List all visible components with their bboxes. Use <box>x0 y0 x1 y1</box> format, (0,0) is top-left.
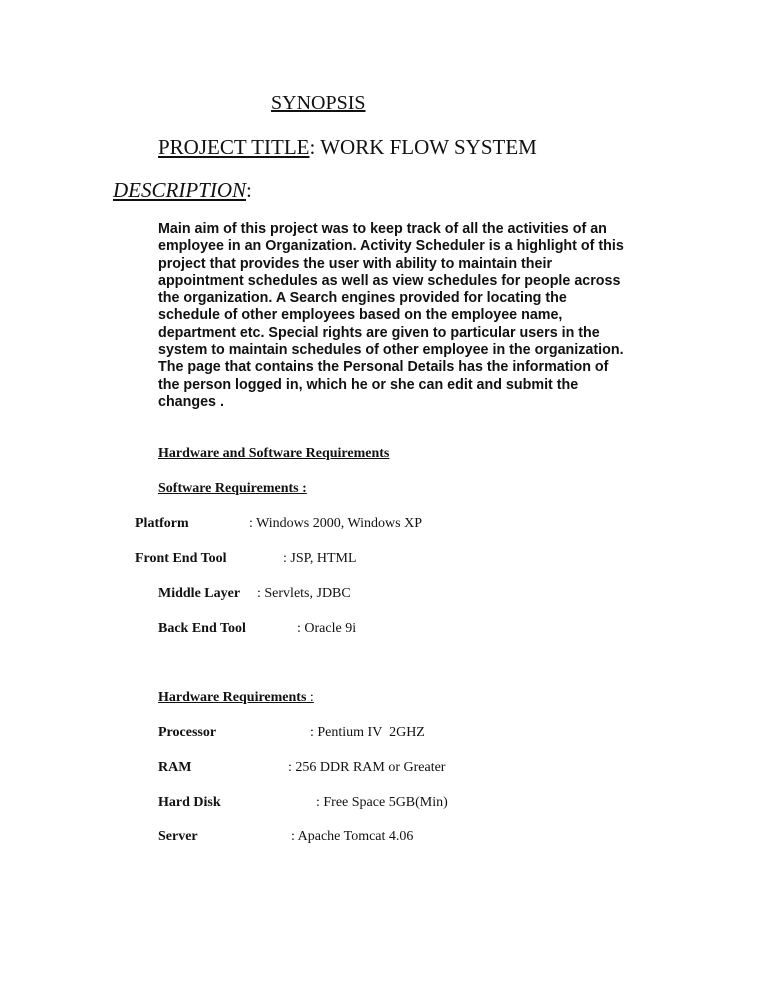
description-line: schedule of other employees based on the employee name, <box>158 307 563 324</box>
hardware-heading-label: Hardware Requirements <box>158 690 307 705</box>
description-colon: : <box>246 178 252 202</box>
description-line: changes . <box>158 393 224 410</box>
row-value: : Oracle 9i <box>297 621 357 636</box>
project-title-separator: : <box>309 135 321 159</box>
row-value: : Servlets, JDBC <box>257 586 351 601</box>
row-value: : Pentium IV 2GHZ <box>310 725 425 740</box>
row-value: : Windows 2000, Windows XP <box>249 516 422 531</box>
hardware-requirements-heading <box>158 690 314 706</box>
synopsis-heading: SYNOPSIS <box>271 92 366 114</box>
row-label: Front End Tool <box>135 551 227 566</box>
requirements-heading: Hardware and Software Requirements <box>158 446 390 461</box>
row-label: Middle Layer <box>158 586 241 601</box>
project-title <box>158 135 537 160</box>
project-title-label: PROJECT TITLE <box>158 135 310 159</box>
row-label: Back End Tool <box>158 621 246 636</box>
description-line: department etc. Special rights are given to particular users in the <box>158 324 600 341</box>
description-line: the person logged in, which he or she can edit and submit the <box>158 376 579 393</box>
description-heading <box>113 178 252 203</box>
description-line: project that provides the user with ability to maintain their <box>158 255 553 272</box>
description-line: appointment schedules as well as view schedules for people across <box>158 272 621 289</box>
software-requirements-heading: Software Requirements : <box>158 481 307 496</box>
description-line: system to maintain schedules of other employee in the organization. <box>158 342 624 359</box>
project-title-value: WORK FLOW SYSTEM <box>320 135 537 159</box>
row-label: RAM <box>158 760 192 775</box>
description-line: Main aim of this project was to keep track of all the activities of an <box>158 221 607 237</box>
row-value: : 256 DDR RAM or Greater <box>288 760 446 775</box>
description-line: employee in an Organization. Activity Scheduler is a highlight of this <box>158 238 624 255</box>
description-label: DESCRIPTION <box>113 178 246 202</box>
description-line: the organization. A Search engines provided for locating the <box>158 290 567 307</box>
row-label: Platform <box>135 516 189 531</box>
row-value: : Free Space 5GB(Min) <box>316 795 448 810</box>
description-line: The page that contains the Personal Details has the information of <box>158 359 609 376</box>
description-paragraph <box>158 221 678 411</box>
row-label: Hard Disk <box>158 795 221 810</box>
row-value: : JSP, HTML <box>283 551 357 566</box>
row-label: Processor <box>158 725 217 740</box>
hardware-heading-colon: : <box>306 690 314 705</box>
row-label: Server <box>158 829 198 844</box>
row-value: : Apache Tomcat 4.06 <box>291 829 414 844</box>
